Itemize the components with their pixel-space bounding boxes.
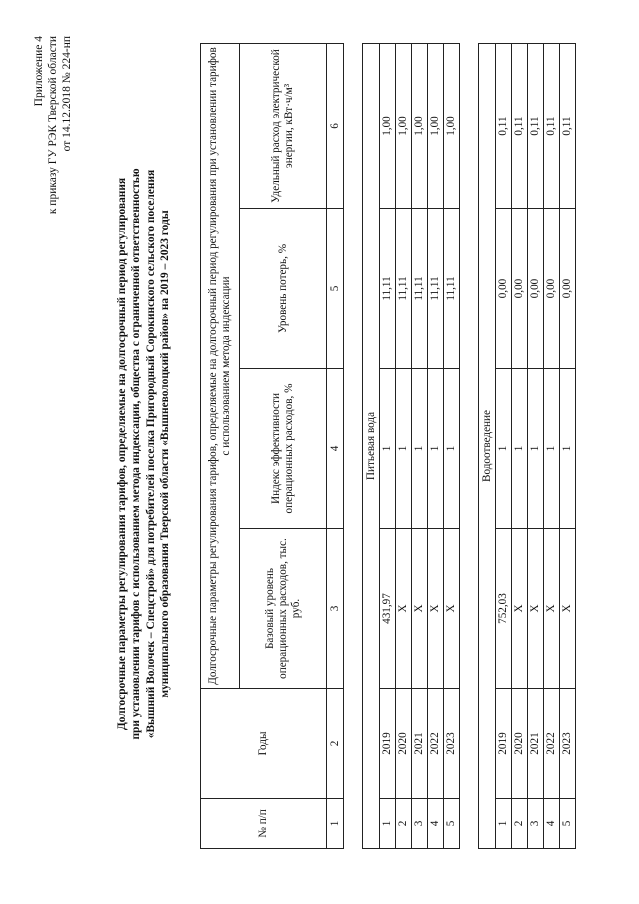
row-num: 5 xyxy=(444,799,460,849)
row-year: 2021 xyxy=(528,689,544,799)
spacer-row xyxy=(344,44,363,849)
row-num: 2 xyxy=(512,799,528,849)
row-losses: 0,00 xyxy=(512,209,528,369)
table-row xyxy=(528,44,544,849)
row-losses: 11,11 xyxy=(412,209,428,369)
row-num: 3 xyxy=(528,799,544,849)
row-energy: 0,11 xyxy=(560,44,576,209)
row-year: 2022 xyxy=(428,689,444,799)
title-line-3: «Вышний Волочек – Спецстрой» для потребителей поселка Пригородный Сорокинского сельского поселения xyxy=(144,169,157,739)
row-efficiency: 1 xyxy=(412,369,428,529)
row-base-cost: Х xyxy=(528,529,544,689)
spacer-row xyxy=(460,44,479,849)
title-line-4: муниципального образования Тверской области «Вышневолоцкий район» на 2019 – 2023 годы xyxy=(158,210,171,698)
row-base-cost: Х xyxy=(560,529,576,689)
row-energy: 1,00 xyxy=(412,44,428,209)
column-number-row xyxy=(327,44,344,849)
header-energy: Удельный расход электрической энергии, кВт·ч/м³ xyxy=(240,44,327,209)
header-group: Долгосрочные параметры регулирования тарифов, определяемые на долгосрочный период регулирования при установлении тарифов с использованием метода индексации xyxy=(201,44,240,689)
section-row xyxy=(363,44,380,849)
appendix-line-1: Приложение 4 xyxy=(33,36,45,107)
appendix-line-3: от 14.12.2018 № 224-нп xyxy=(61,36,73,152)
row-num: 1 xyxy=(496,799,512,849)
row-num: 3 xyxy=(412,799,428,849)
row-year: 2019 xyxy=(496,689,512,799)
row-year: 2023 xyxy=(444,689,460,799)
row-base-cost: Х xyxy=(412,529,428,689)
row-energy: 1,00 xyxy=(396,44,412,209)
row-year: 2020 xyxy=(512,689,528,799)
column-number: 2 xyxy=(327,689,344,799)
row-year: 2020 xyxy=(396,689,412,799)
table-row xyxy=(444,44,460,849)
section-row xyxy=(479,44,496,849)
title-line-1: Долгосрочные параметры регулирования тарифов, определяемые на долгосрочный период регулирования xyxy=(116,177,128,731)
row-num: 1 xyxy=(380,799,396,849)
row-year: 2021 xyxy=(412,689,428,799)
row-losses: 0,00 xyxy=(544,209,560,369)
row-efficiency: 1 xyxy=(544,369,560,529)
column-number: 1 xyxy=(327,799,344,849)
row-losses: 11,11 xyxy=(428,209,444,369)
row-efficiency: 1 xyxy=(380,369,396,529)
title-line-2: при установлении тарифов с использованием метода индексации, общества с ограниченной ответственностью xyxy=(130,168,143,740)
row-losses: 11,11 xyxy=(444,209,460,369)
row-losses: 0,00 xyxy=(496,209,512,369)
table-row xyxy=(428,44,444,849)
row-num: 4 xyxy=(428,799,444,849)
row-base-cost: Х xyxy=(512,529,528,689)
row-energy: 0,11 xyxy=(496,44,512,209)
row-num: 5 xyxy=(560,799,576,849)
row-year: 2023 xyxy=(560,689,576,799)
table-row xyxy=(380,44,396,849)
row-year: 2019 xyxy=(380,689,396,799)
section-title-water: Питьевая вода xyxy=(363,44,380,849)
row-efficiency: 1 xyxy=(396,369,412,529)
header-num: № п/п xyxy=(201,799,327,849)
row-year: 2022 xyxy=(544,689,560,799)
row-efficiency: 1 xyxy=(428,369,444,529)
row-num: 4 xyxy=(544,799,560,849)
row-energy: 0,11 xyxy=(544,44,560,209)
row-base-cost: 752,03 xyxy=(496,529,512,689)
table-row xyxy=(544,44,560,849)
row-efficiency: 1 xyxy=(512,369,528,529)
row-energy: 0,11 xyxy=(512,44,528,209)
row-efficiency: 1 xyxy=(444,369,460,529)
row-energy: 1,00 xyxy=(380,44,396,209)
row-base-cost: Х xyxy=(428,529,444,689)
column-number: 3 xyxy=(327,529,344,689)
document-title xyxy=(115,94,172,814)
table-row xyxy=(560,44,576,849)
row-losses: 11,11 xyxy=(380,209,396,369)
row-efficiency: 1 xyxy=(528,369,544,529)
row-energy: 0,11 xyxy=(528,44,544,209)
table-row xyxy=(396,44,412,849)
header-years: Годы xyxy=(201,689,327,799)
row-num: 2 xyxy=(396,799,412,849)
row-losses: 0,00 xyxy=(528,209,544,369)
row-base-cost: Х xyxy=(544,529,560,689)
parameters-table xyxy=(200,43,576,849)
column-number: 4 xyxy=(327,369,344,529)
appendix-block xyxy=(32,36,74,416)
header-base-cost: Базовый уровень операционных расходов, тыс. руб. xyxy=(240,529,327,689)
row-energy: 1,00 xyxy=(428,44,444,209)
row-losses: 0,00 xyxy=(560,209,576,369)
row-losses: 11,11 xyxy=(396,209,412,369)
column-number: 5 xyxy=(327,209,344,369)
row-efficiency: 1 xyxy=(560,369,576,529)
row-efficiency: 1 xyxy=(496,369,512,529)
row-base-cost: Х xyxy=(444,529,460,689)
row-base-cost: 431,97 xyxy=(380,529,396,689)
header-efficiency: Индекс эффективности операционных расходов, % xyxy=(240,369,327,529)
row-base-cost: Х xyxy=(396,529,412,689)
header-losses: Уровень потерь, % xyxy=(240,209,327,369)
column-number: 6 xyxy=(327,44,344,209)
row-energy: 1,00 xyxy=(444,44,460,209)
table-row xyxy=(512,44,528,849)
table-row xyxy=(412,44,428,849)
section-title-sewerage: Водоотведение xyxy=(479,44,496,849)
appendix-line-2: к приказу ГУ РЭК Тверской области xyxy=(47,36,59,215)
table-row xyxy=(496,44,512,849)
